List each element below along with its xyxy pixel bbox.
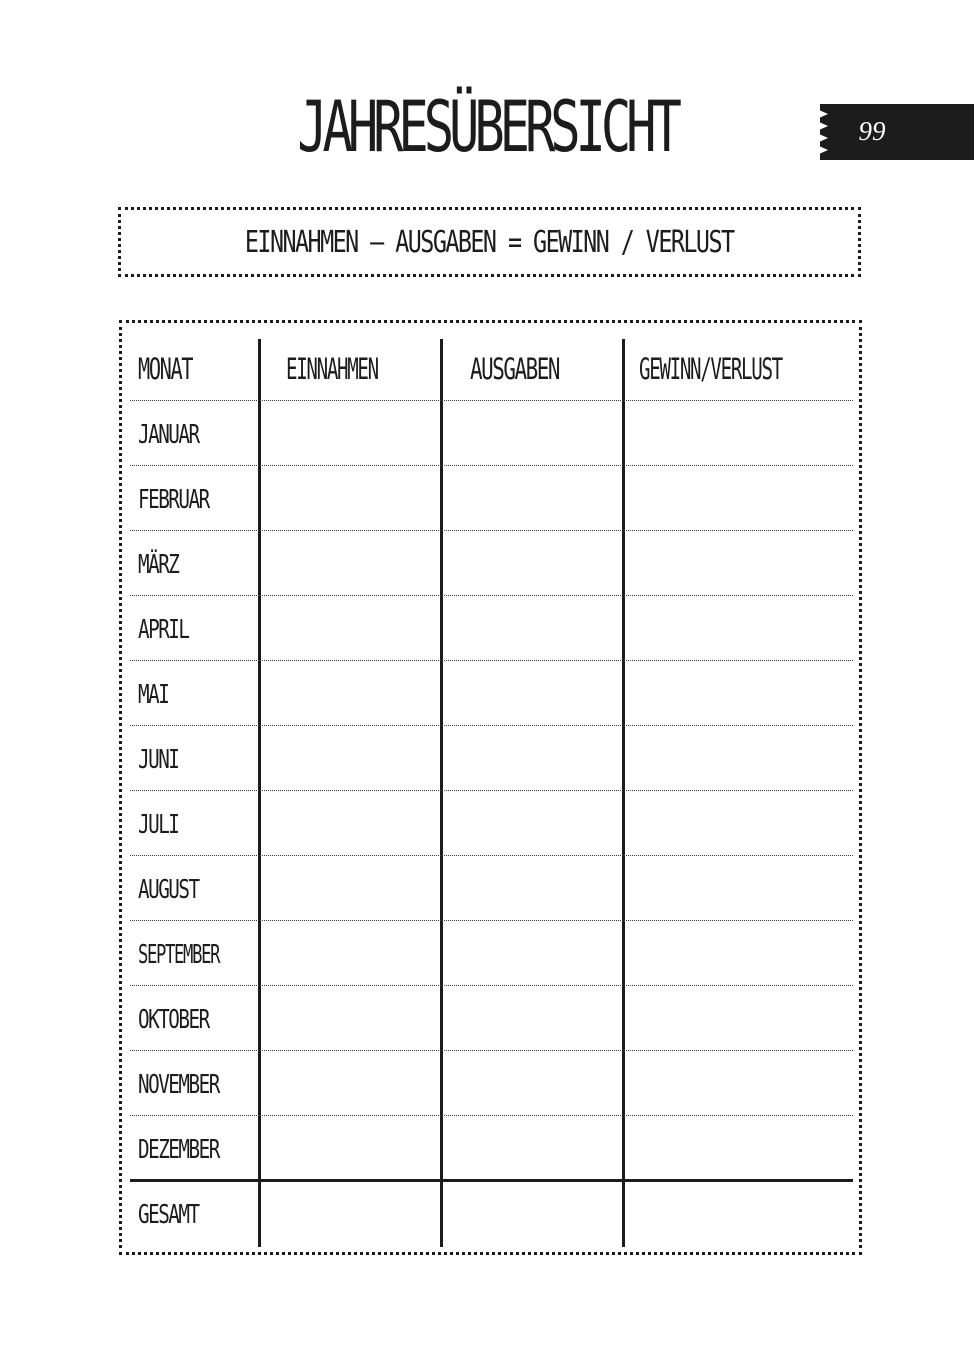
column-divider <box>440 339 443 1247</box>
header-ausgaben: AUSGABEN <box>470 352 560 386</box>
row-divider <box>130 595 853 596</box>
row-divider <box>130 400 853 401</box>
row-divider <box>130 790 853 791</box>
month-label-juli: JULI <box>138 810 179 840</box>
page-number-tab <box>820 104 974 160</box>
row-divider <box>130 660 853 661</box>
row-divider <box>130 725 853 726</box>
month-label-november: NOVEMBER <box>138 1070 219 1100</box>
month-label-maerz: MÄRZ <box>138 550 179 580</box>
month-label-april: APRIL <box>138 615 189 645</box>
formula-text: EINNAHMEN – AUSGABEN = GEWINN / VERLUST <box>245 224 734 260</box>
total-label: GESAMT <box>138 1200 199 1230</box>
column-divider <box>622 339 625 1247</box>
row-divider <box>130 465 853 466</box>
header-gewinn-verlust: GEWINN/VERLUST <box>639 352 782 386</box>
month-label-august: AUGUST <box>138 875 199 905</box>
row-divider <box>130 530 853 531</box>
month-label-januar: JANUAR <box>138 420 199 450</box>
header-einnahmen: EINNAHMEN <box>286 352 378 386</box>
row-divider <box>130 1115 853 1116</box>
month-label-juni: JUNI <box>138 745 179 775</box>
month-label-mai: MAI <box>138 680 169 710</box>
page-number: 99 <box>858 116 886 146</box>
month-label-oktober: OKTOBER <box>138 1005 209 1035</box>
column-divider <box>258 339 261 1247</box>
month-label-september: SEPTEMBER <box>138 940 220 970</box>
total-divider <box>130 1179 853 1182</box>
month-label-februar: FEBRUAR <box>138 485 209 515</box>
row-divider <box>130 985 853 986</box>
page-title: JAHRESÜBERSICHT <box>297 86 677 168</box>
row-divider <box>130 855 853 856</box>
formula-box <box>118 207 861 277</box>
month-label-dezember: DEZEMBER <box>138 1135 219 1165</box>
header-monat: MONAT <box>138 352 193 386</box>
annual-overview-table <box>119 320 862 1255</box>
row-divider <box>130 1050 853 1051</box>
row-divider <box>130 920 853 921</box>
